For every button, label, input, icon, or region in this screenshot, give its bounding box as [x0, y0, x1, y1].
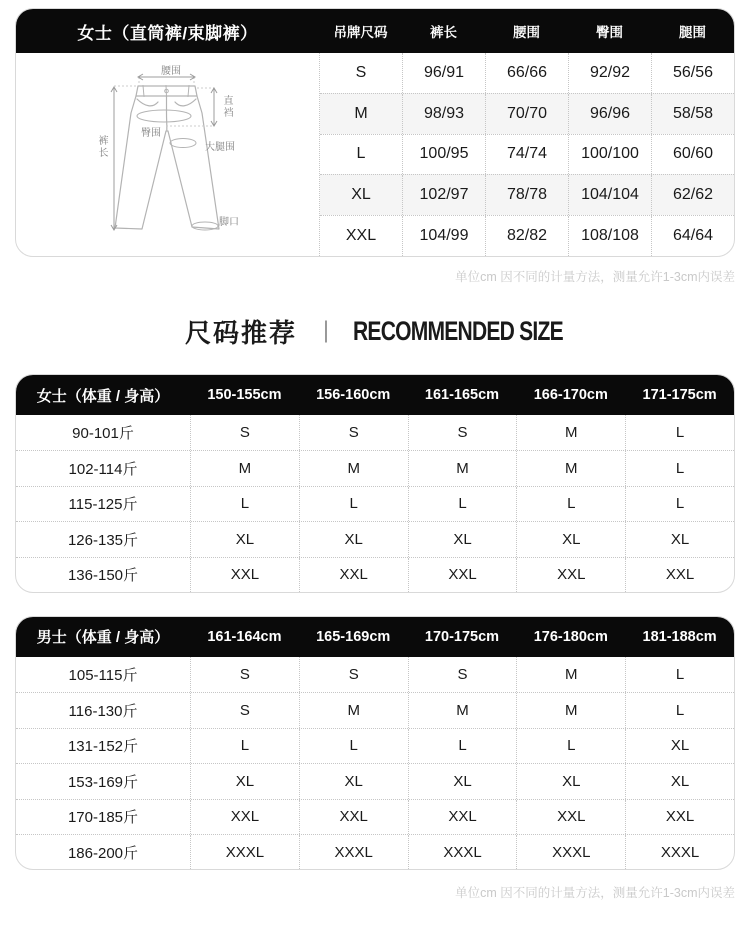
size-cell: L [625, 451, 734, 485]
size-cell: XXL [299, 558, 408, 592]
table-row [16, 763, 734, 798]
section-title-zh: 尺码推荐 [184, 317, 297, 348]
size-cell: XL [190, 522, 299, 556]
weight-range-label: 116-130斤 [68, 703, 138, 721]
size-cell: L [625, 415, 734, 450]
value-cell: 96/96 [568, 94, 651, 134]
size-cell: L [299, 487, 408, 521]
size-cell: S [299, 657, 408, 692]
value-cell: 58/58 [651, 94, 734, 134]
size-cell: XL [190, 764, 299, 798]
height-column-header: 171-175cm [642, 387, 717, 403]
size-cell: XL [299, 522, 408, 556]
section-title-divider: ｜ [315, 319, 338, 345]
size-cell: XL [625, 522, 734, 556]
men-table-title: 男士（体重 / 身高） [36, 629, 170, 647]
weight-range-label: 102-114斤 [68, 461, 138, 479]
size-cell: XL [516, 522, 625, 556]
column-header-hip: 臀围 [596, 25, 623, 40]
size-cell: M [516, 693, 625, 727]
table-row [16, 728, 734, 763]
size-cell: XXL [625, 558, 734, 592]
weight-range-label: 115-125斤 [68, 496, 138, 514]
height-column-header: 156-160cm [316, 387, 391, 403]
size-cell: XXXL [190, 835, 299, 869]
size-cell: XXL [516, 558, 625, 592]
height-column-header: 161-165cm [424, 387, 500, 403]
value-cell: 82/82 [485, 216, 568, 256]
size-cell: L [625, 487, 734, 521]
value-cell: 70/70 [485, 94, 568, 134]
size-cell: XXL [345, 227, 377, 245]
height-column-header: 161-164cm [207, 628, 282, 645]
weight-range-label: 170-185斤 [67, 809, 139, 827]
size-cell: XL [408, 522, 517, 556]
men-table-header [16, 617, 734, 657]
measurement-note: 单位cm 因不同的计量方法，测量允许1-3cm内误差 [455, 270, 735, 284]
value-cell: 100/95 [402, 135, 485, 175]
size-cell: XL [625, 729, 734, 763]
section-title-en: RECOMMENDED SIZE [353, 315, 563, 346]
thigh-label: 大腿围 [205, 142, 235, 153]
size-cell: S [190, 415, 299, 450]
value-cell: 92/92 [568, 53, 651, 93]
size-cell: M [299, 693, 408, 727]
size-cell: S [190, 693, 299, 727]
height-column-header: 181-188cm [642, 628, 717, 645]
rise-label: 直裆 [221, 95, 232, 119]
size-cell: L [625, 693, 734, 727]
size-cell: XXXL [408, 835, 517, 869]
table-row [320, 215, 734, 256]
table-row [16, 657, 734, 692]
table-row [16, 450, 734, 485]
size-cell: S [408, 657, 517, 692]
column-header-length: 裤长 [430, 25, 457, 40]
size-cell: M [516, 451, 625, 485]
size-cell: L [516, 729, 625, 763]
size-cell: S [355, 63, 367, 81]
size-cell: XXL [299, 800, 408, 834]
value-cell: 98/93 [402, 94, 485, 134]
size-cell: S [408, 415, 517, 450]
height-column-header: 165-169cm [316, 628, 391, 645]
length-label: 裤长 [96, 135, 107, 159]
table-row [16, 557, 734, 592]
weight-range-label: 186-200斤 [67, 844, 139, 862]
value-cell: 56/56 [651, 53, 734, 93]
value-cell: 64/64 [651, 216, 734, 256]
size-cell: L [356, 145, 366, 163]
size-cell: XL [299, 764, 408, 798]
size-cell: M [190, 451, 299, 485]
pants-measurement-diagram [16, 53, 319, 256]
measurement-panel [15, 8, 735, 257]
size-cell: L [408, 487, 517, 521]
women-recommendation-panel [15, 374, 735, 593]
value-cell: 60/60 [651, 135, 734, 175]
weight-range-label: 90-101斤 [72, 425, 134, 443]
table-row [16, 834, 734, 869]
height-column-header: 166-170cm [533, 387, 608, 403]
table-row [320, 134, 734, 175]
size-cell: M [299, 451, 408, 485]
value-cell: 78/78 [485, 175, 568, 215]
measurement-title: 女士（直筒裤/束脚裤） [77, 23, 258, 43]
size-cell: M [408, 451, 517, 485]
size-cell: XXXL [299, 835, 408, 869]
table-row [320, 93, 734, 134]
value-cell: 74/74 [485, 135, 568, 175]
size-cell: XXXL [625, 835, 734, 869]
table-row [16, 799, 734, 834]
value-cell: 96/91 [402, 53, 485, 93]
value-cell: 104/99 [402, 216, 485, 256]
height-column-header: 150-155cm [207, 387, 282, 403]
size-cell: XXL [190, 800, 299, 834]
size-cell: XXL [408, 558, 517, 592]
column-header-size: 吊牌尺码 [333, 25, 388, 40]
measurement-header [16, 9, 734, 53]
women-table-title: 女士（体重 / 身高） [36, 387, 170, 405]
size-cell: M [516, 657, 625, 692]
column-header-waist: 腰围 [513, 25, 540, 40]
value-cell: 102/97 [402, 175, 485, 215]
size-cell: XXL [408, 800, 517, 834]
size-cell: M [516, 415, 625, 450]
size-cell: XXL [190, 558, 299, 592]
size-cell: L [516, 487, 625, 521]
value-cell: 62/62 [651, 175, 734, 215]
value-cell: 108/108 [568, 216, 651, 256]
table-row [320, 174, 734, 215]
measurement-body [16, 53, 734, 256]
table-row [16, 415, 734, 450]
table-row [320, 53, 734, 93]
size-cell: M [354, 104, 368, 122]
measurement-grid [319, 53, 734, 256]
men-recommendation-panel [15, 616, 735, 870]
column-header-leg: 腿围 [679, 25, 706, 40]
size-cell: L [190, 487, 299, 521]
size-cell: L [299, 729, 408, 763]
table-row [16, 692, 734, 727]
waist-label: 腰围 [161, 66, 181, 77]
weight-range-label: 136-150斤 [67, 567, 139, 585]
recommendation-note: 单位cm 因不同的计量方法，测量允许1-3cm内误差 [455, 886, 735, 901]
height-column-header: 176-180cm [533, 628, 608, 645]
size-cell: XXXL [516, 835, 625, 869]
hip-label: 臀围 [141, 128, 161, 139]
size-cell: XL [625, 764, 734, 798]
weight-range-label: 105-115斤 [68, 667, 138, 685]
weight-range-label: 131-152斤 [67, 738, 139, 756]
size-cell: L [625, 657, 734, 692]
value-cell: 66/66 [485, 53, 568, 93]
size-chart-page [0, 8, 750, 939]
size-cell: M [408, 693, 517, 727]
hem-label: 脚口 [219, 217, 239, 228]
weight-range-label: 126-135斤 [67, 531, 139, 549]
height-column-header: 170-175cm [424, 628, 500, 645]
size-cell: XXL [625, 800, 734, 834]
size-cell: L [190, 729, 299, 763]
size-cell: S [299, 415, 408, 450]
table-row [16, 521, 734, 556]
table-row [16, 486, 734, 521]
weight-range-label: 153-169斤 [67, 773, 139, 791]
size-cell: XXL [516, 800, 625, 834]
section-title [0, 312, 750, 350]
value-cell: 100/100 [568, 135, 651, 175]
size-cell: XL [351, 186, 371, 204]
pants-diagram-illustration [16, 53, 319, 256]
size-cell: XL [516, 764, 625, 798]
women-table-header [16, 375, 734, 415]
size-cell: L [408, 729, 517, 763]
size-cell: XL [408, 764, 517, 798]
value-cell: 104/104 [568, 175, 651, 215]
size-cell: S [190, 657, 299, 692]
